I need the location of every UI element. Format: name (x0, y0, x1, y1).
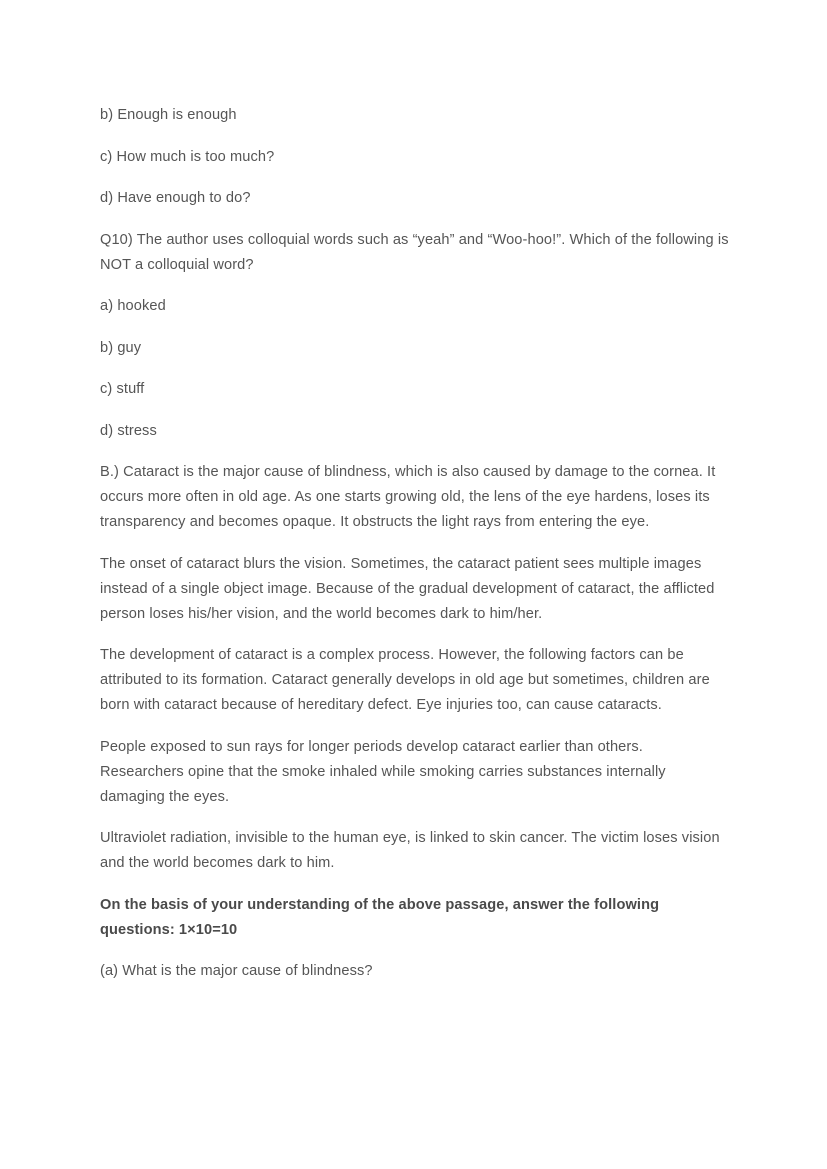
option-a-q10: a) hooked (100, 298, 166, 314)
passage-b-para-2: The onset of cataract blurs the vision. Sometimes, the cataract patient sees multiple images instead of a single object image. Because of the gradual development of cataract, the afflicted person loses his/her vision, and the world becomes dark to him/her. (100, 555, 715, 622)
question-a: (a) What is the major cause of blindness? (100, 963, 373, 979)
option-c-q9: c) How much is too much? (100, 148, 275, 165)
option-d-q9: d) Have enough to do? (100, 190, 251, 206)
passage-b-para-4: People exposed to sun rays for longer periods develop cataract earlier than others. Researchers opine that the smoke inhaled while smoking carries substances internally damaging the eyes. (100, 738, 666, 805)
passage-b-para-3: The development of cataract is a complex process. However, the following factors can be attributed to its formation. Cataract generally develops in old age but sometimes, children are born with cataract because of hereditary defect. Eye injuries too, can cause cataracts. (100, 647, 710, 713)
option-c-q10: c) stuff (100, 381, 145, 397)
option-b-q10: b) guy (100, 339, 142, 356)
question-10: Q10) The author uses colloquial words such as “yeah” and “Woo-hoo!”. Which of the following is NOT a colloquial word? (100, 231, 729, 273)
passage-b-para-5: Ultraviolet radiation, invisible to the human eye, is linked to skin cancer. The victim loses vision and the world becomes dark to him. (100, 830, 720, 871)
option-b-q9: b) Enough is enough (100, 107, 237, 123)
passage-b-para-1: B.) Cataract is the major cause of blindness, which is also caused by damage to the cornea. It occurs more often in old age. As one starts growing old, the lens of the eye hardens, loses its transparency and becomes opaque. It obstructs the light rays from entering the eye. (100, 464, 716, 530)
instruction: On the basis of your understanding of the above passage, answer the following questions: 1×10=10 (100, 896, 660, 938)
document-page (100, 103, 730, 1001)
option-d-q10: d) stress (100, 422, 157, 439)
